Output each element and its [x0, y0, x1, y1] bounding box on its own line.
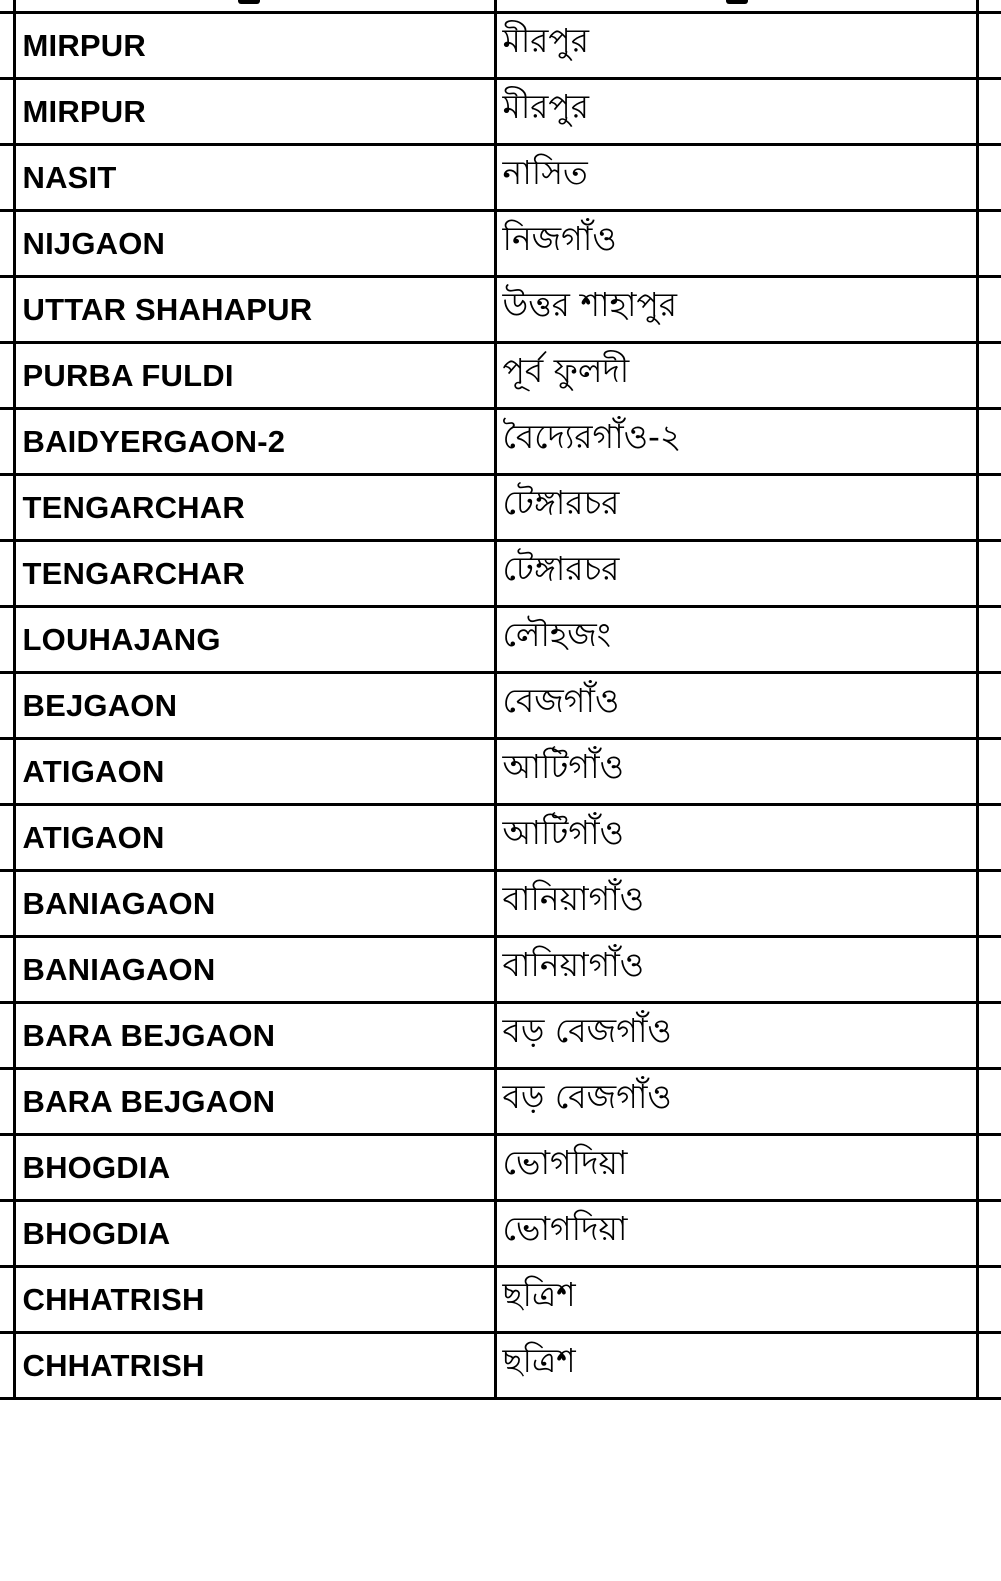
table-row	[0, 1135, 1001, 1201]
row-right-margin-cell	[977, 343, 1001, 409]
bengali-name-cell: মীরপুর	[495, 79, 977, 145]
table-row	[0, 145, 1001, 211]
english-name-cell: UTTAR SHAHAPUR	[14, 277, 495, 343]
row-right-margin-cell	[977, 1201, 1001, 1267]
bengali-name-cell: উত্তর শাহাপুর	[495, 277, 977, 343]
place-names-table	[0, 11, 1001, 1400]
row-left-margin-cell	[0, 277, 14, 343]
english-name-cell: BARA BEJGAON	[14, 1003, 495, 1069]
bengali-name-cell: বড় বেজগাঁও	[495, 1003, 977, 1069]
bengali-name-cell: লৌহজং	[495, 607, 977, 673]
row-left-margin-cell	[0, 475, 14, 541]
english-name-cell: NASIT	[14, 145, 495, 211]
row-right-margin-cell	[977, 739, 1001, 805]
table-row	[0, 343, 1001, 409]
row-right-margin-cell	[977, 673, 1001, 739]
bengali-name-cell: ভোগদিয়া	[495, 1201, 977, 1267]
row-right-margin-cell	[977, 871, 1001, 937]
bengali-name-cell: ছত্রিশ	[495, 1333, 977, 1399]
row-left-margin-cell	[0, 1069, 14, 1135]
bengali-name-cell: ভোগদিয়া	[495, 1135, 977, 1201]
table-row	[0, 541, 1001, 607]
table-row	[0, 607, 1001, 673]
table-row	[0, 739, 1001, 805]
english-name-cell: BANIAGAON	[14, 871, 495, 937]
english-name-cell: BHOGDIA	[14, 1135, 495, 1201]
table-row	[0, 1267, 1001, 1333]
table-row	[0, 673, 1001, 739]
row-right-margin-cell	[977, 1333, 1001, 1399]
table-row	[0, 1003, 1001, 1069]
row-left-margin-cell	[0, 805, 14, 871]
table-row	[0, 871, 1001, 937]
table-row	[0, 1201, 1001, 1267]
row-left-margin-cell	[0, 937, 14, 1003]
row-right-margin-cell	[977, 1135, 1001, 1201]
row-right-margin-cell	[977, 277, 1001, 343]
row-right-margin-cell	[977, 1267, 1001, 1333]
bengali-name-cell: বেজগাঁও	[495, 673, 977, 739]
table-body	[0, 13, 1001, 1399]
row-left-margin-cell	[0, 343, 14, 409]
row-left-margin-cell	[0, 871, 14, 937]
bengali-name-cell: আটিগাঁও	[495, 805, 977, 871]
english-name-cell: BAIDYERGAON-2	[14, 409, 495, 475]
table-row	[0, 211, 1001, 277]
english-name-cell: ATIGAON	[14, 739, 495, 805]
cut-off-header-glyph	[726, 0, 748, 4]
row-right-margin-cell	[977, 79, 1001, 145]
table-row	[0, 13, 1001, 79]
row-right-margin-cell	[977, 937, 1001, 1003]
bengali-name-cell: আটিগাঁও	[495, 739, 977, 805]
row-right-margin-cell	[977, 409, 1001, 475]
row-left-margin-cell	[0, 541, 14, 607]
bengali-name-cell: বানিয়াগাঁও	[495, 871, 977, 937]
row-left-margin-cell	[0, 211, 14, 277]
english-name-cell: LOUHAJANG	[14, 607, 495, 673]
english-name-cell: BANIAGAON	[14, 937, 495, 1003]
bengali-name-cell: নিজগাঁও	[495, 211, 977, 277]
bengali-name-cell: মীরপুর	[495, 13, 977, 79]
cut-off-header-glyph	[238, 0, 260, 4]
row-left-margin-cell	[0, 673, 14, 739]
row-left-margin-cell	[0, 79, 14, 145]
english-name-cell: BEJGAON	[14, 673, 495, 739]
bengali-name-cell: বৈদ্যেরগাঁও-২	[495, 409, 977, 475]
row-left-margin-cell	[0, 13, 14, 79]
english-name-cell: TENGARCHAR	[14, 541, 495, 607]
table-row	[0, 937, 1001, 1003]
row-left-margin-cell	[0, 1135, 14, 1201]
row-left-margin-cell	[0, 739, 14, 805]
row-right-margin-cell	[977, 145, 1001, 211]
table-row	[0, 1333, 1001, 1399]
row-left-margin-cell	[0, 607, 14, 673]
english-name-cell: MIRPUR	[14, 79, 495, 145]
table-row	[0, 79, 1001, 145]
english-name-cell: CHHATRISH	[14, 1267, 495, 1333]
row-right-margin-cell	[977, 607, 1001, 673]
english-name-cell: PURBA FULDI	[14, 343, 495, 409]
english-name-cell: CHHATRISH	[14, 1333, 495, 1399]
english-name-cell: BARA BEJGAON	[14, 1069, 495, 1135]
bengali-name-cell: পূর্ব ফুলদী	[495, 343, 977, 409]
row-right-margin-cell	[977, 475, 1001, 541]
english-name-cell: TENGARCHAR	[14, 475, 495, 541]
english-name-cell: ATIGAON	[14, 805, 495, 871]
bengali-name-cell: বড় বেজগাঁও	[495, 1069, 977, 1135]
bengali-name-cell: টেঙ্গারচর	[495, 475, 977, 541]
row-left-margin-cell	[0, 1201, 14, 1267]
row-left-margin-cell	[0, 1003, 14, 1069]
row-left-margin-cell	[0, 145, 14, 211]
table-row	[0, 805, 1001, 871]
table-row	[0, 475, 1001, 541]
row-left-margin-cell	[0, 1267, 14, 1333]
row-right-margin-cell	[977, 1069, 1001, 1135]
bengali-name-cell: ছত্রিশ	[495, 1267, 977, 1333]
row-right-margin-cell	[977, 805, 1001, 871]
row-right-margin-cell	[977, 541, 1001, 607]
bengali-name-cell: নাসিত	[495, 145, 977, 211]
english-name-cell: NIJGAON	[14, 211, 495, 277]
english-name-cell: MIRPUR	[14, 13, 495, 79]
row-right-margin-cell	[977, 1003, 1001, 1069]
table-row	[0, 1069, 1001, 1135]
table-row	[0, 409, 1001, 475]
row-right-margin-cell	[977, 13, 1001, 79]
bengali-name-cell: বানিয়াগাঁও	[495, 937, 977, 1003]
row-left-margin-cell	[0, 1333, 14, 1399]
row-right-margin-cell	[977, 211, 1001, 277]
row-left-margin-cell	[0, 409, 14, 475]
table-row	[0, 277, 1001, 343]
english-name-cell: BHOGDIA	[14, 1201, 495, 1267]
bengali-name-cell: টেঙ্গারচর	[495, 541, 977, 607]
